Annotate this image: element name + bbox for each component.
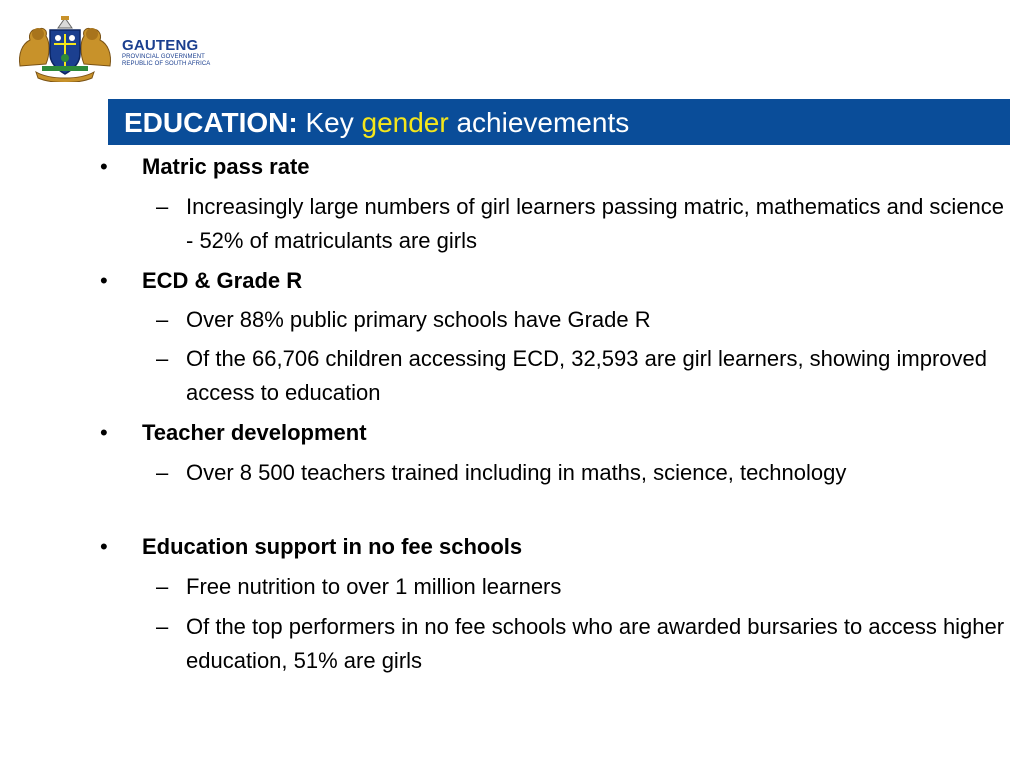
sub-bullet-text: Of the 66,706 children accessing ECD, 32,593 are girl learners, showing improved access to education [186, 346, 987, 405]
dash-icon: – [156, 614, 169, 639]
title-accent: gender [361, 107, 449, 138]
title-part-2: achievements [448, 107, 630, 138]
dash-icon: – [156, 194, 169, 219]
dash-icon: – [156, 574, 169, 599]
bullet-icon: • [100, 534, 108, 559]
dash-icon: – [156, 307, 169, 332]
bullet-icon: • [100, 420, 108, 445]
logo-subtitle-1: PROVINCIAL GOVERNMENT [122, 54, 205, 60]
sub-bullet-text: Over 8 500 teachers trained including in maths, science, technology [186, 460, 847, 485]
logo-subtitle-2: REPUBLIC OF SOUTH AFRICA [122, 61, 211, 67]
dash-icon: – [156, 346, 169, 371]
bullet-heading: Matric pass rate [142, 154, 310, 179]
bullet-heading: Education support in no fee schools [142, 534, 523, 559]
dash-icon: – [156, 460, 169, 485]
bullet-icon: • [100, 268, 108, 293]
slide-title [124, 105, 629, 141]
bullet-heading: ECD & Grade R [142, 268, 303, 293]
coat-of-arms-icon [14, 14, 116, 82]
sub-bullet-text: Over 88% public primary schools have Grade R [186, 307, 651, 332]
bullet-icon: • [100, 154, 108, 179]
sub-bullet-text: Free nutrition to over 1 million learners [186, 574, 562, 599]
sub-bullet-text: Increasingly large numbers of girl learners passing matric, mathematics and science - 52% of matriculants are girls [186, 194, 1005, 253]
title-bold: EDUCATION: [124, 107, 298, 138]
gauteng-logo [14, 14, 211, 84]
logo-text [122, 38, 210, 68]
title-bar [108, 99, 1010, 145]
logo-name: GAUTENG [122, 37, 199, 54]
bullet-heading: Teacher development [142, 420, 367, 445]
sub-bullet-text: Of the top performers in no fee schools who are awarded bursaries to access higher education, 51% are girls [186, 614, 1005, 673]
title-part-1: Key [297, 107, 362, 138]
